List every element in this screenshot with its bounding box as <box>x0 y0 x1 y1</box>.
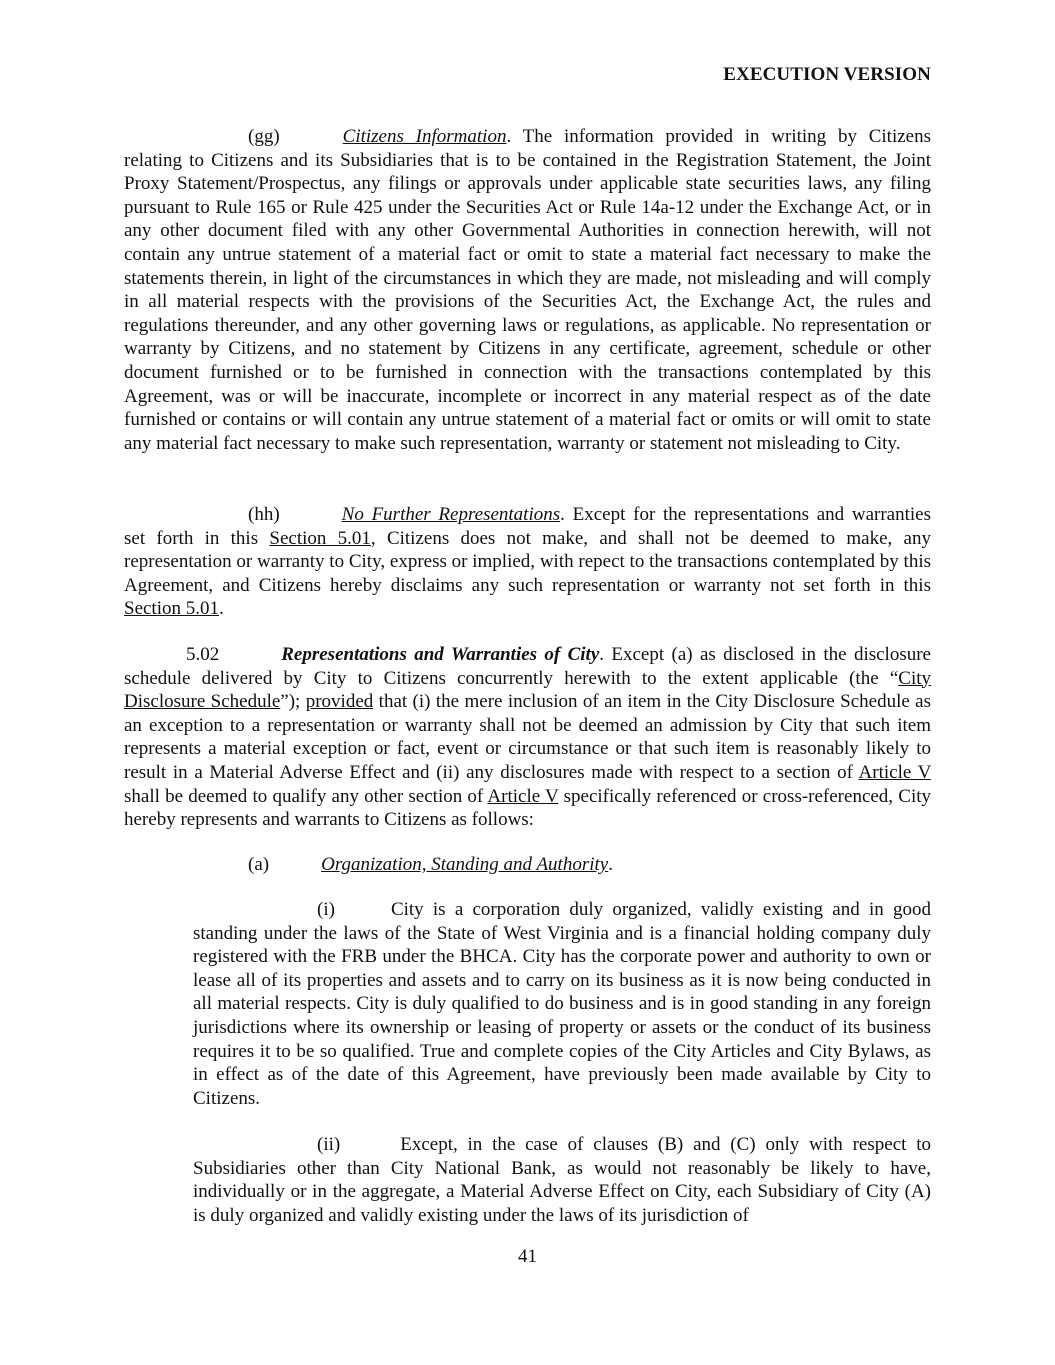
section-5-01-reference: Section 5.01 <box>124 598 219 620</box>
provided-term: provided <box>305 691 374 713</box>
section-hh-text-1: . Except for the representations and warranties set forth in this <box>124 504 931 549</box>
section-5-02-paragraph <box>124 643 931 832</box>
section-5-02-text-4: shall be deemed to qualify any other section of <box>124 785 488 807</box>
section-hh-heading: No Further Representations <box>341 504 561 525</box>
subsection-a-text: . <box>608 854 613 875</box>
section-hh-label: (hh) <box>248 504 280 525</box>
clause-i-text: City is a corporation duly organized, validly existing and in good standing under the laws of the State of West Virginia and is a financial holding company duly registered with the FRB under the BHCA. City has the corporate power and authority to own or lease all of its properties and assets and to carry on its business as it is now being conducted in all material respects. City is duly qualified to do business and is in good standing in any foreign jurisdictions where its ownership or leasing of property or assets or the conduct of its business requires it to be so qualified. True and complete copies of the City Articles and City Bylaws, as in effect as of the date of this Agreement, have previously been made available by City to Citizens. <box>193 899 931 1109</box>
section-5-02-number: 5.02 <box>186 644 220 665</box>
section-gg-heading: Citizens Information <box>342 126 507 147</box>
subsection-a-heading: Organization, Standing and Authority <box>321 854 609 875</box>
section-hh-text-2: , Citizens does not make, and shall not be deemed to make, any representation or warranty to City, express or implied, with repect to the transactions contemplated by this Agreement, and Citizens hereby disclaims any such representation or warranty not set forth in this <box>124 527 931 596</box>
city-disclosure-schedule-term: City Disclosure Schedule <box>124 667 931 713</box>
clause-ii-text: Except, in the case of clauses (B) and (C) only with respect to Subsidiaries other than City National Bank, as would not reasonably be likely to have, individually or in the aggregate, a Material Adverse Effect on City, each Subsidiary of City (A) is duly organized and validly existing under the laws of its jurisdiction of <box>193 1134 931 1226</box>
page-number: 41 <box>518 1246 537 1267</box>
article-v-reference: Article V <box>487 785 559 807</box>
section-5-02-text-3: that (i) the mere inclusion of an item in the City Disclosure Schedule as an exception to a representation or warranty shall not be deemed an admission by City that such item represents a material exception or fact, event or circumstance or that such item is reasonably likely to result in a Material Adverse Effect and (ii) any disclosures made with respect to a section of <box>124 691 931 783</box>
section-hh-text-3: . <box>219 598 224 620</box>
section-gg-label: (gg) <box>248 126 280 147</box>
clause-i-label: (i) <box>317 899 335 920</box>
section-5-02-text-2: ”); <box>280 691 306 713</box>
execution-version-header: EXECUTION VERSION <box>723 64 931 85</box>
section-hh-paragraph <box>124 503 931 621</box>
section-gg-paragraph <box>124 125 931 455</box>
clause-i-paragraph <box>193 898 931 1110</box>
section-5-02-heading: Representations and Warranties of City <box>281 644 600 665</box>
article-v-reference: Article V <box>858 761 931 783</box>
clause-ii-paragraph <box>193 1133 931 1227</box>
clause-ii-label: (ii) <box>317 1134 341 1155</box>
section-5-02-text-5: specifically referenced or cross-referenced, City hereby represents and warrants to Citizens as follows: <box>124 785 931 831</box>
subsection-a-paragraph <box>248 853 931 877</box>
section-gg-text: . The information provided in writing by Citizens relating to Citizens and its Subsidiaries that is to be contained in the Registration Statement, the Joint Proxy Statement/Prospectus, any filings or approvals under applicable state securities laws, any filing pursuant to Rule 165 or Rule 425 under the Securities Act or Rule 14a-12 under the Exchange Act, or in any other document filed with any other Governmental Authorities in connection herewith, will not contain any untrue statement of a material fact or omit to state a material fact necessary to make the statements therein, in light of the circumstances in which they are made, not misleading and will comply in all material respects with the provisions of the Securities Act, the Exchange Act, the rules and regulations thereunder, and any other governing laws or regulations, as applicable. No representation or warranty by Citizens, and no statement by Citizens in any certificate, agreement, schedule or other document furnished or to be furnished in connection with the transactions contemplated by this Agreement, was or will be inaccurate, incomplete or incorrect in any material respect as of the date furnished or contains or will contain any untrue statement of a material fact or omits or will omit to state any material fact necessary to make such representation, warranty or statement not misleading to City. <box>124 126 932 454</box>
subsection-a-label: (a) <box>248 854 270 875</box>
section-5-01-reference: Section 5.01 <box>269 527 371 549</box>
section-5-02-text-1: . Except (a) as disclosed in the disclosure schedule delivered by City to Citizens concurrently herewith to the extent applicable (the “ <box>124 644 931 689</box>
